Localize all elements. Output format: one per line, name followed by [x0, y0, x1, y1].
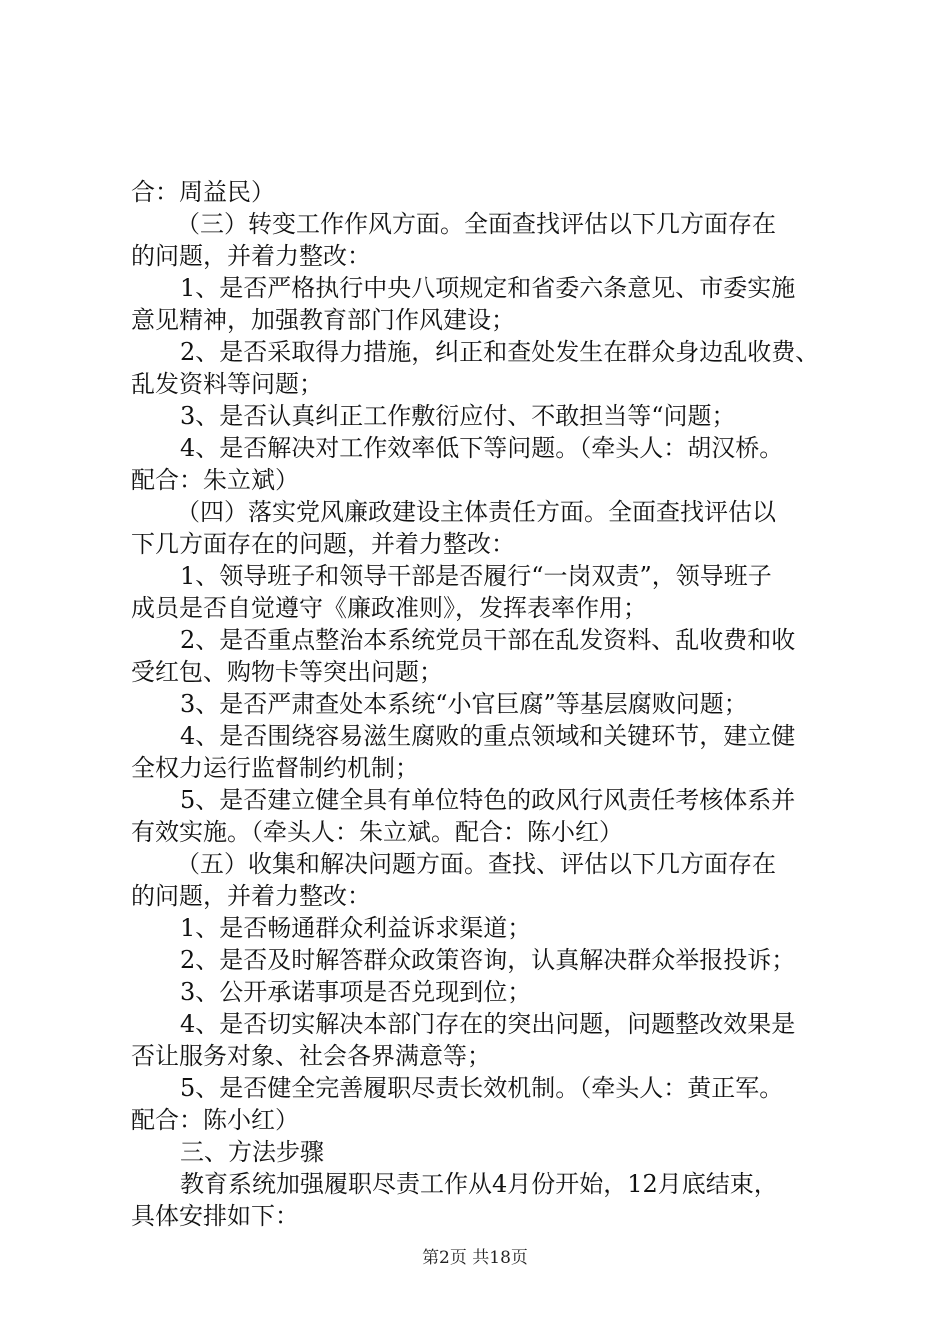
list-item: 4、是否切实解决本部门存在的突出问题，问题整改效果是 [180, 1010, 796, 1038]
list-item: 2、是否采取得力措施，纠正和查处发生在群众身边乱收费、 [180, 338, 820, 366]
body-line: 配合：陈小红） [131, 1106, 299, 1134]
list-item: 5、是否建立健全具有单位特色的政风行风责任考核体系并 [180, 786, 796, 814]
list-item: 1、领导班子和领导干部是否履行“一岗双责”，领导班子 [180, 562, 772, 590]
body-line: 受红包、购物卡等突出问题； [131, 658, 443, 686]
body-line: 合：周益民） [131, 178, 275, 206]
list-item: 1、是否严格执行中央八项规定和省委六条意见、市委实施 [180, 274, 796, 302]
body-line: 的问题，并着力整改： [131, 882, 371, 910]
body-line: 乱发资料等问题； [131, 370, 323, 398]
body-line: 的问题，并着力整改： [131, 242, 371, 270]
section-heading: （三）转变工作作风方面。全面查找评估以下几方面存在 [176, 210, 776, 238]
body-line: 教育系统加强履职尽责工作从4月份开始，12月底结束， [180, 1170, 778, 1198]
section-heading: （四）落实党风廉政建设主体责任方面。全面查找评估以 [176, 498, 776, 526]
list-item: 1、是否畅通群众利益诉求渠道； [180, 914, 532, 942]
list-item: 2、是否及时解答群众政策咨询，认真解决群众举报投诉； [180, 946, 796, 974]
body-line: 下几方面存在的问题，并着力整改： [131, 530, 515, 558]
section-heading: （五）收集和解决问题方面。查找、评估以下几方面存在 [176, 850, 776, 878]
body-line: 否让服务对象、社会各界满意等； [131, 1042, 491, 1070]
body-line: 具体安排如下： [131, 1202, 299, 1230]
list-item: 2、是否重点整治本系统党员干部在乱发资料、乱收费和收 [180, 626, 796, 654]
list-item: 5、是否健全完善履职尽责长效机制。（牵头人：黄正军。 [180, 1074, 784, 1102]
list-item: 4、是否围绕容易滋生腐败的重点领域和关键环节，建立健 [180, 722, 796, 750]
section-heading: 三、方法步骤 [180, 1138, 324, 1166]
body-line: 意见精神，加强教育部门作风建设； [131, 306, 515, 334]
list-item: 4、是否解决对工作效率低下等问题。（牵头人：胡汉桥。 [180, 434, 784, 462]
body-line: 全权力运行监督制约机制； [131, 754, 419, 782]
list-item: 3、是否认真纠正工作敷衍应付、不敢担当等“问题； [180, 402, 736, 430]
body-line: 配合：朱立斌） [131, 466, 299, 494]
page-number-footer: 第2页 共18页 [422, 1248, 528, 1268]
body-line: 成员是否自觉遵守《廉政准则》，发挥表率作用； [131, 594, 647, 622]
list-item: 3、是否严肃查处本系统“小官巨腐”等基层腐败问题； [180, 690, 748, 718]
list-item: 3、公开承诺事项是否兑现到位； [180, 978, 532, 1006]
body-line: 有效实施。（牵头人：朱立斌。配合：陈小红） [131, 818, 623, 846]
